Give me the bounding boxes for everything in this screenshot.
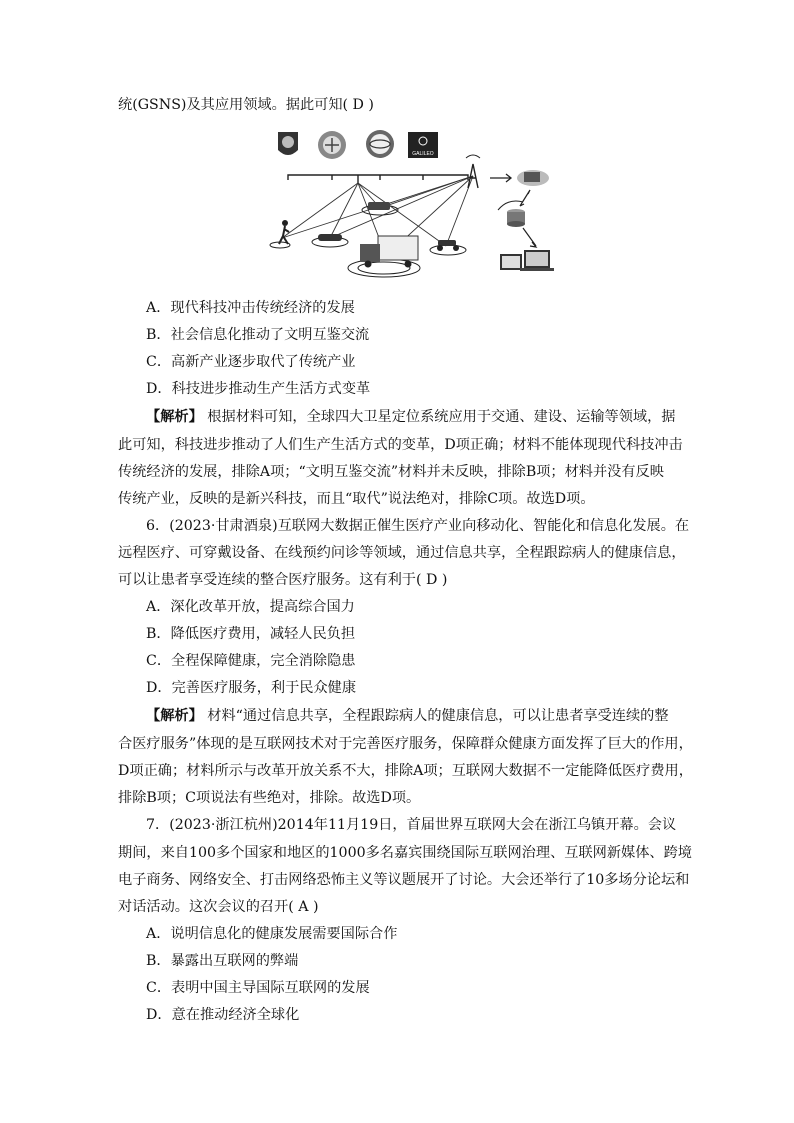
text-line: 排除B项；C项说法有些绝对，排除。故选D项。	[118, 790, 421, 806]
database-icon	[507, 209, 525, 227]
truck-icon	[348, 236, 420, 277]
analysis-tag: 【解析】	[146, 409, 203, 425]
text-line: 传统产业，反映的是新兴科技，而且“取代”说法绝对，排除C项。故选D项。	[118, 491, 595, 507]
option-a: A．说明信息化的健康发展需要国际合作	[146, 926, 398, 942]
question-6: 6．(2023·甘肃酒泉)互联网大数据正催生医疗产业向移动化、智能化和信息化发展。在	[146, 518, 690, 534]
analysis-line	[146, 407, 716, 427]
analysis-line	[146, 706, 716, 726]
devices-icon	[500, 250, 554, 271]
text-line: 可以让患者享受连续的整合医疗服务。这有利于( D )	[118, 572, 448, 588]
text-line: 远程医疗、可穿戴设备、在线预约问诊等领域，通过信息共享，全程跟踪病人的健康信息，	[118, 545, 686, 561]
galileo-label: GALILEO	[412, 151, 434, 157]
cell-tower-icon	[466, 155, 480, 188]
text-line: 对话活动。这次会议的召开( A )	[118, 899, 319, 915]
option-c: C．高新产业逐步取代了传统产业	[146, 354, 356, 370]
option-c: C．表明中国主导国际互联网的发展	[146, 980, 370, 996]
cloud-server-icon	[517, 170, 549, 186]
logo-beidou-icon	[366, 130, 394, 158]
text-line: 期间，来自100多个国家和地区的1000多名嘉宾围绕国际互联网治理、互联网新媒体、跨境	[118, 845, 692, 861]
analysis-text: 根据材料可知，全球四大卫星定位系统应用于交通、建设、运输等领域，据	[207, 409, 676, 425]
option-d: D．完善医疗服务，利于民众健康	[146, 680, 357, 696]
text-line: 电子商务、网络安全、打击网络恐怖主义等议题展开了讨论。大会还举行了10多场分论坛和	[118, 872, 690, 888]
analysis-tag: 【解析】	[146, 708, 203, 724]
option-b: B．社会信息化推动了文明互鉴交流	[146, 327, 370, 343]
question-7: 7．(2023·浙江杭州)2014年11月19日，首届世界互联网大会在浙江乌镇开幕。会议	[146, 817, 677, 833]
option-a: A．现代科技冲击传统经济的发展	[146, 300, 355, 316]
text-line: D项正确；材料所示与改革开放关系不大，排除A项；互联网大数据不一定能降低医疗费用，	[118, 763, 693, 779]
option-a: A．深化改革开放，提高综合国力	[146, 599, 355, 615]
logo-glonass-icon	[318, 131, 346, 159]
analysis-text: 材料“通过信息共享，全程跟踪病人的健康信息，可以让患者享受连续的整	[207, 708, 669, 724]
option-b: B．降低医疗费用，减轻人民负担	[146, 626, 356, 642]
motorcycle-icon	[430, 240, 466, 255]
logo-galileo-icon	[408, 132, 438, 158]
option-c: C．全程保障健康，完全消除隐患	[146, 653, 356, 669]
car-icon	[312, 234, 348, 247]
text-line: 合医疗服务”体现的是互联网技术对于完善医疗服务，保障群众健康方面发挥了巨大的作用，	[118, 736, 693, 752]
satellite-navigation-figure	[268, 128, 558, 282]
option-b: B．暴露出互联网的弊端	[146, 953, 299, 969]
logo-gps-icon	[278, 132, 298, 155]
option-d: D．科技进步推动生产生活方式变革	[146, 381, 371, 397]
text-line: 传统经济的发展，排除A项；“文明互鉴交流”材料并未反映，排除B项；材料并没有反映	[118, 464, 664, 480]
option-d: D．意在推动经济全球化	[146, 1007, 300, 1023]
text-line: 统(GSNS)及其应用领域。据此可知( D )	[118, 97, 374, 113]
text-line: 此可知，科技进步推动了人们生产生活方式的变革，D项正确；材料不能体现现代科技冲击	[118, 437, 683, 453]
